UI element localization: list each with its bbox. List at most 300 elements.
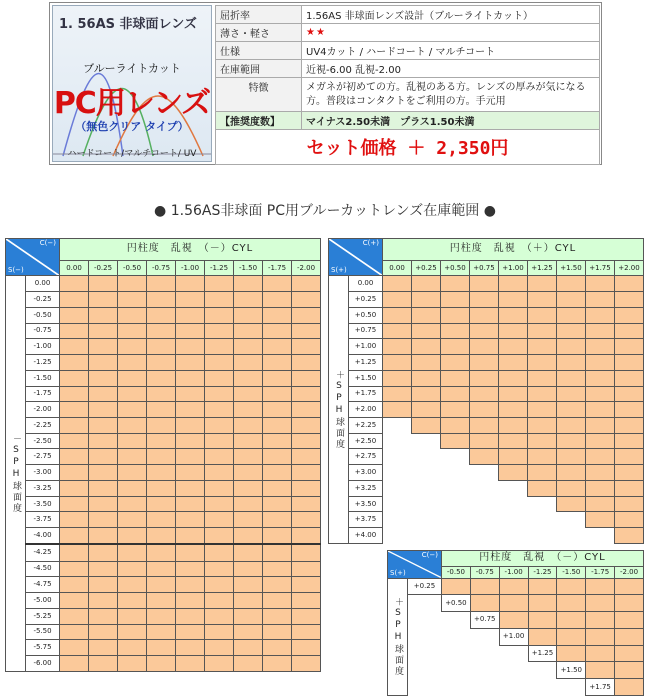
stock-cell <box>118 386 147 402</box>
stock-cell <box>89 577 118 593</box>
sph-value: -5.75 <box>26 640 60 656</box>
stock-cell <box>586 512 615 528</box>
stock-cell <box>263 292 292 308</box>
stock-cell <box>118 577 147 593</box>
stock-cell <box>89 433 118 449</box>
sph-row <box>329 323 644 339</box>
stock-cell <box>499 402 528 418</box>
stock-cell <box>263 512 292 528</box>
stock-cell <box>557 292 586 308</box>
stock-cell <box>586 595 615 612</box>
stock-cell <box>89 480 118 496</box>
cyl-value: -1.50 <box>234 260 263 276</box>
sph-value: +1.25 <box>349 355 383 371</box>
stock-cell <box>528 465 557 481</box>
sph-value: +4.00 <box>349 528 383 544</box>
banner-footer: ハードコート/マルチコート/ UV <box>67 149 197 159</box>
stock-cell <box>234 417 263 433</box>
stock-cell <box>234 577 263 593</box>
cyl-value: +1.75 <box>586 260 615 276</box>
stock-cell <box>205 307 234 323</box>
cyl-value: -1.00 <box>499 566 528 578</box>
stock-cell <box>586 370 615 386</box>
grid-header-row <box>388 551 644 567</box>
stock-cell <box>147 496 176 512</box>
stock-cell <box>205 276 234 292</box>
stock-cell <box>383 276 412 292</box>
stock-cell <box>263 624 292 640</box>
stock-cell <box>615 679 644 696</box>
thinness-stars: ★★ <box>302 24 600 42</box>
stock-cell <box>60 593 89 609</box>
stock-cell <box>176 292 205 308</box>
empty-cell <box>408 679 442 696</box>
stock-cell <box>60 323 89 339</box>
stock-cell <box>263 370 292 386</box>
stock-cell <box>263 640 292 656</box>
cyl-value: +2.00 <box>615 260 644 276</box>
stock-cell <box>442 578 471 595</box>
empty-cell <box>442 662 471 679</box>
stock-cell <box>176 386 205 402</box>
stock-cell <box>557 386 586 402</box>
cyl-value: +0.25 <box>412 260 441 276</box>
empty-cell <box>499 480 528 496</box>
empty-cell <box>528 679 557 696</box>
sph-value: -4.25 <box>26 544 60 561</box>
stock-cell <box>147 355 176 371</box>
empty-cell <box>499 679 528 696</box>
stock-cell <box>176 276 205 292</box>
cylinder-header: 円柱度 乱視 （－）CYL <box>442 551 644 567</box>
stock-cell <box>205 544 234 561</box>
cylinder-header: 円柱度 乱視 （＋）CYL <box>383 239 644 261</box>
stock-cell <box>234 370 263 386</box>
stock-cell <box>615 307 644 323</box>
stock-cell <box>292 640 321 656</box>
stock-cell <box>586 480 615 496</box>
stock-cell <box>470 417 499 433</box>
stock-cell <box>499 323 528 339</box>
mixed-range-grid <box>387 550 644 696</box>
spec-row <box>216 60 600 78</box>
stock-cell <box>176 640 205 656</box>
sph-row <box>329 355 644 371</box>
stock-cell <box>60 608 89 624</box>
stock-cell <box>292 561 321 577</box>
empty-cell <box>470 662 499 679</box>
empty-cell <box>470 512 499 528</box>
stock-cell <box>412 323 441 339</box>
empty-cell <box>470 628 499 645</box>
sph-row <box>6 370 321 386</box>
stock-cell <box>528 480 557 496</box>
stock-cell <box>292 577 321 593</box>
stock-cell <box>147 449 176 465</box>
stock-cell <box>615 465 644 481</box>
stock-cell <box>263 480 292 496</box>
product-banner-image <box>52 5 212 162</box>
sph-value: 0.00 <box>349 276 383 292</box>
stock-cell <box>615 480 644 496</box>
stock-cell <box>470 402 499 418</box>
stock-cell <box>234 433 263 449</box>
empty-cell <box>470 496 499 512</box>
stock-cell <box>263 655 292 671</box>
empty-cell <box>408 662 442 679</box>
stock-cell <box>441 355 470 371</box>
stock-cell <box>557 480 586 496</box>
stock-cell <box>205 449 234 465</box>
stock-cell <box>60 339 89 355</box>
stock-cell <box>586 662 615 679</box>
stock-cell <box>441 276 470 292</box>
stock-cell <box>263 449 292 465</box>
stock-cell <box>89 370 118 386</box>
stock-cell <box>263 465 292 481</box>
stock-cell <box>412 370 441 386</box>
stock-cell <box>234 655 263 671</box>
stock-cell <box>499 465 528 481</box>
stock-cell <box>118 433 147 449</box>
stock-cell <box>615 370 644 386</box>
stock-cell <box>292 544 321 561</box>
sph-row <box>6 276 321 292</box>
sph-value: -1.75 <box>26 386 60 402</box>
spec-value: 1.56AS 非球面レンズ設計（ブルーライトカット） <box>302 6 600 24</box>
stock-cell <box>234 640 263 656</box>
stock-cell <box>118 402 147 418</box>
stock-cell <box>89 449 118 465</box>
empty-cell <box>442 628 471 645</box>
stock-cell <box>147 624 176 640</box>
stock-cell <box>470 595 499 612</box>
cyl-value: -1.75 <box>586 566 615 578</box>
stock-cell <box>499 433 528 449</box>
stock-cell <box>263 417 292 433</box>
stock-cell <box>528 355 557 371</box>
stock-cell <box>557 496 586 512</box>
spec-table <box>215 5 600 165</box>
stock-cell <box>89 355 118 371</box>
empty-cell <box>412 496 441 512</box>
stock-cell <box>118 512 147 528</box>
stock-cell <box>60 307 89 323</box>
stock-cell <box>205 496 234 512</box>
sph-row <box>6 640 321 656</box>
sph-value: -3.75 <box>26 512 60 528</box>
stock-cell <box>205 355 234 371</box>
stock-cell <box>89 292 118 308</box>
stock-cell <box>234 544 263 561</box>
stock-cell <box>528 370 557 386</box>
stock-cell <box>441 307 470 323</box>
banner-product-name: PC用レンズ <box>53 86 211 121</box>
stock-cell <box>615 528 644 544</box>
stock-cell <box>60 624 89 640</box>
stock-cell <box>234 402 263 418</box>
empty-cell <box>383 512 412 528</box>
cyl-value: -1.00 <box>176 260 205 276</box>
sph-value: -5.00 <box>26 593 60 609</box>
stock-cell <box>176 561 205 577</box>
stock-cell <box>528 578 557 595</box>
stock-cell <box>292 433 321 449</box>
stock-cell <box>205 386 234 402</box>
stock-cell <box>263 323 292 339</box>
stock-cell <box>499 578 528 595</box>
stock-cell <box>615 386 644 402</box>
sph-row <box>329 339 644 355</box>
stock-cell <box>234 307 263 323</box>
stock-cell <box>615 323 644 339</box>
empty-cell <box>412 480 441 496</box>
stock-cell <box>205 292 234 308</box>
stock-cell <box>292 386 321 402</box>
stock-cell <box>176 608 205 624</box>
sph-row <box>6 624 321 640</box>
cyl-value: -0.50 <box>442 566 471 578</box>
sph-row <box>329 512 644 528</box>
stock-cell <box>89 624 118 640</box>
stock-cell <box>528 417 557 433</box>
stock-cell <box>60 465 89 481</box>
stock-cell <box>60 544 89 561</box>
stock-cell <box>263 496 292 512</box>
stock-cell <box>60 528 89 545</box>
stock-cell <box>557 645 586 662</box>
sph-row <box>329 276 644 292</box>
empty-cell <box>499 528 528 544</box>
stock-cell <box>234 386 263 402</box>
stock-cell <box>292 323 321 339</box>
empty-cell <box>412 528 441 544</box>
sph-row <box>6 655 321 671</box>
stock-cell <box>118 655 147 671</box>
sph-row <box>6 561 321 577</box>
stock-cell <box>528 402 557 418</box>
empty-cell <box>442 645 471 662</box>
stock-cell <box>292 608 321 624</box>
empty-cell <box>383 449 412 465</box>
sph-row <box>329 528 644 544</box>
stock-cell <box>383 402 412 418</box>
stock-cell <box>118 307 147 323</box>
stock-cell <box>89 417 118 433</box>
stock-cell <box>263 593 292 609</box>
stock-cell <box>147 292 176 308</box>
stock-cell <box>528 449 557 465</box>
sph-value: -2.75 <box>26 449 60 465</box>
stock-cell <box>586 323 615 339</box>
stock-cell <box>528 339 557 355</box>
sph-value: +3.50 <box>349 496 383 512</box>
stock-cell <box>205 577 234 593</box>
sph-value: +0.50 <box>442 595 471 612</box>
stock-cell <box>586 417 615 433</box>
stock-cell <box>205 465 234 481</box>
stock-cell <box>205 561 234 577</box>
stock-cell <box>234 624 263 640</box>
stock-cell <box>147 593 176 609</box>
sph-row <box>388 595 644 612</box>
stock-cell <box>263 561 292 577</box>
stock-cell <box>263 528 292 545</box>
stock-cell <box>234 339 263 355</box>
sph-row <box>6 465 321 481</box>
empty-cell <box>499 496 528 512</box>
stock-cell <box>60 480 89 496</box>
stock-cell <box>615 512 644 528</box>
cyl-value: 0.00 <box>383 260 412 276</box>
sph-row <box>329 496 644 512</box>
stock-cell <box>499 292 528 308</box>
stock-cell <box>615 292 644 308</box>
stock-cell <box>557 595 586 612</box>
stock-cell <box>499 449 528 465</box>
empty-cell <box>383 528 412 544</box>
stock-cell <box>557 339 586 355</box>
stock-cell <box>470 292 499 308</box>
stock-cell <box>292 292 321 308</box>
banner-label: ブルーライトカット <box>83 62 181 75</box>
stock-cell <box>383 307 412 323</box>
empty-cell <box>499 512 528 528</box>
stock-cell <box>292 528 321 545</box>
stock-cell <box>60 433 89 449</box>
cyl-value: -0.50 <box>118 260 147 276</box>
sph-value: +0.25 <box>349 292 383 308</box>
stock-cell <box>176 323 205 339</box>
sph-row <box>6 355 321 371</box>
empty-cell <box>383 480 412 496</box>
stock-cell <box>176 528 205 545</box>
stock-cell <box>176 655 205 671</box>
cylinder-header: 円柱度 乱視 （－）CYL <box>60 239 321 261</box>
stock-cell <box>205 640 234 656</box>
stock-cell <box>615 339 644 355</box>
stock-cell <box>499 417 528 433</box>
sph-row <box>388 679 644 696</box>
cyl-value: +1.00 <box>499 260 528 276</box>
stock-cell <box>528 386 557 402</box>
stock-cell <box>89 402 118 418</box>
empty-cell <box>441 512 470 528</box>
stock-cell <box>60 370 89 386</box>
cyl-value: -1.25 <box>528 566 557 578</box>
sph-value: +1.00 <box>349 339 383 355</box>
stock-cell <box>147 480 176 496</box>
stock-cell <box>205 608 234 624</box>
stock-cell <box>441 323 470 339</box>
stock-cell <box>147 307 176 323</box>
stock-cell <box>118 339 147 355</box>
stock-cell <box>176 417 205 433</box>
stock-cell <box>147 608 176 624</box>
stock-cell <box>234 276 263 292</box>
stock-cell <box>615 433 644 449</box>
stock-cell <box>147 417 176 433</box>
stock-cell <box>234 528 263 545</box>
grid-corner <box>6 239 60 276</box>
stock-cell <box>176 496 205 512</box>
stock-cell <box>118 593 147 609</box>
stock-cell <box>263 307 292 323</box>
stock-cell <box>615 496 644 512</box>
stock-cell <box>147 655 176 671</box>
sph-row <box>388 628 644 645</box>
spec-value: マイナス2.50未満 プラス1.50未満 <box>302 112 600 130</box>
sph-value: -1.25 <box>26 355 60 371</box>
stock-cell <box>292 449 321 465</box>
stock-cell <box>205 370 234 386</box>
stock-cell <box>441 339 470 355</box>
stock-cell <box>234 480 263 496</box>
stock-cell <box>118 561 147 577</box>
stock-cell <box>205 528 234 545</box>
sph-row <box>329 386 644 402</box>
stock-cell <box>176 355 205 371</box>
cyl-value: -0.75 <box>147 260 176 276</box>
stock-cell <box>147 402 176 418</box>
stock-cell <box>176 402 205 418</box>
spec-key: 屈折率 <box>216 6 302 24</box>
stock-cell <box>234 465 263 481</box>
stock-cell <box>292 480 321 496</box>
sph-value: +0.25 <box>408 578 442 595</box>
stock-cell <box>89 307 118 323</box>
stock-cell <box>60 417 89 433</box>
stock-cell <box>89 593 118 609</box>
stock-cell <box>412 386 441 402</box>
stock-cell <box>118 370 147 386</box>
sph-row <box>6 480 321 496</box>
empty-cell <box>442 679 471 696</box>
stock-cell <box>263 608 292 624</box>
stock-cell <box>147 561 176 577</box>
stock-cell <box>234 323 263 339</box>
corner-sph-label: S(+) <box>331 266 347 275</box>
empty-cell <box>586 528 615 544</box>
stock-cell <box>89 561 118 577</box>
empty-cell <box>470 465 499 481</box>
stock-cell <box>118 624 147 640</box>
stock-cell <box>176 307 205 323</box>
stock-cell <box>557 578 586 595</box>
stock-cell <box>586 578 615 595</box>
sph-value: -1.00 <box>26 339 60 355</box>
stock-cell <box>586 355 615 371</box>
stock-cell <box>615 417 644 433</box>
empty-cell <box>441 528 470 544</box>
empty-cell <box>408 645 442 662</box>
empty-cell <box>408 628 442 645</box>
stock-cell <box>441 402 470 418</box>
stock-cell <box>118 417 147 433</box>
grid-header-row <box>6 239 321 261</box>
stock-cell <box>528 323 557 339</box>
stock-cell <box>499 276 528 292</box>
stock-cell <box>292 339 321 355</box>
stock-cell <box>147 339 176 355</box>
cyl-value: -1.75 <box>263 260 292 276</box>
stock-cell <box>263 276 292 292</box>
empty-cell <box>441 480 470 496</box>
stock-cell <box>147 512 176 528</box>
stock-cell <box>147 370 176 386</box>
stock-cell <box>60 577 89 593</box>
sph-value: +3.75 <box>349 512 383 528</box>
